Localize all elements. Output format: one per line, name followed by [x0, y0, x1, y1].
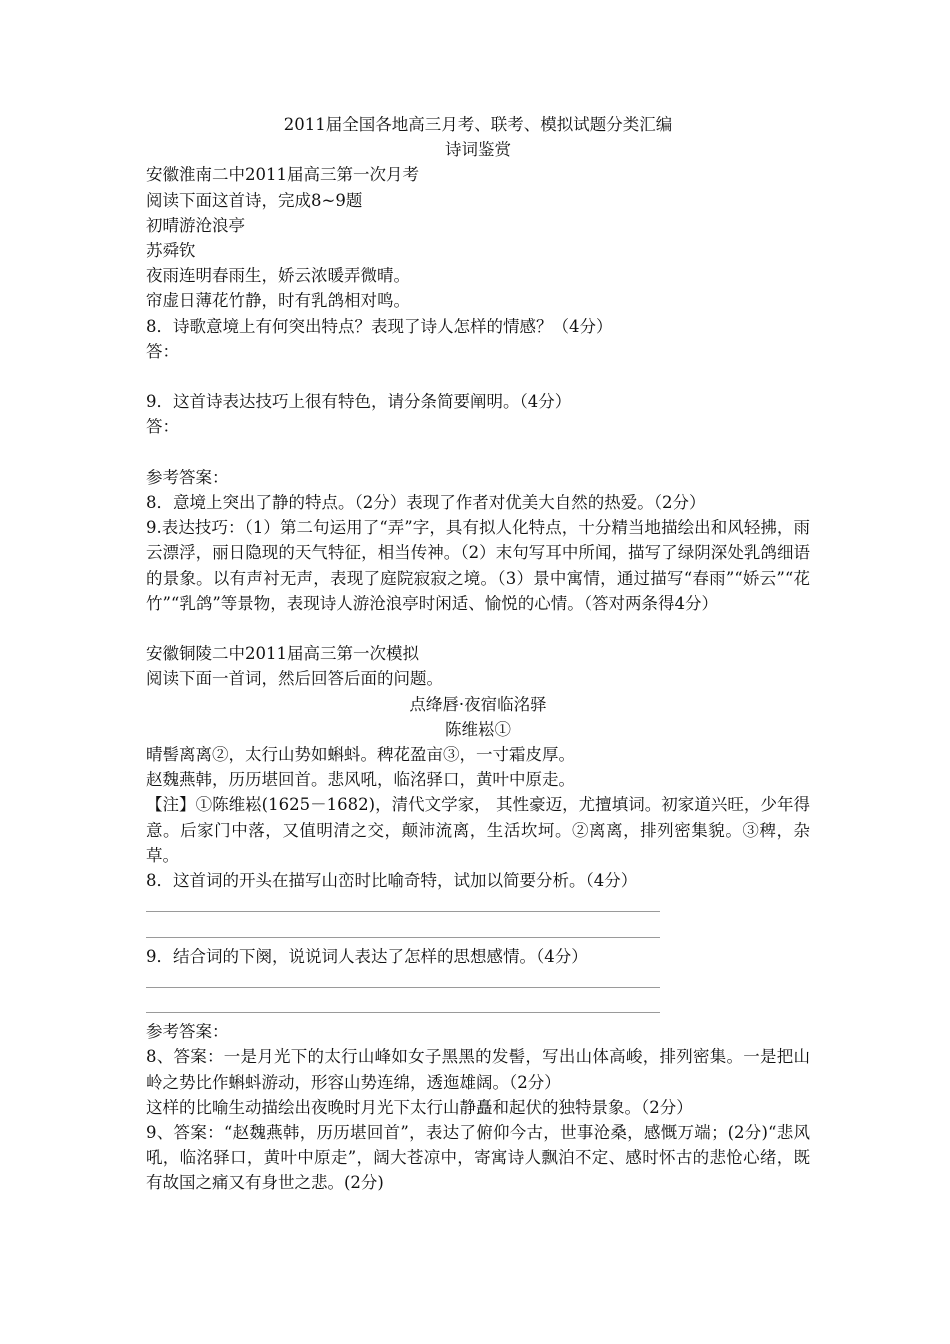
section1-source: 安徽淮南二中2011届高三第一次月考	[146, 165, 419, 185]
section2-answer-8: 8、答案：一是月光下的太行山峰如女子黑黑的发髻，写出山体高峻，排列密集。一是把山岭之势比作蝌蚪游动，形容山势连绵，透迤雄阔。（2分）	[146, 1047, 810, 1092]
section1-poem-line: 帘虚日薄花竹静，时有乳鸽相对鸣。	[146, 291, 410, 311]
section1-answer-8: 8．意境上突出了静的特点。（2分）表现了作者对优美大自然的热爱。（2分）	[146, 493, 706, 513]
section2-question-9: 9．结合词的下阕，说说词人表达了怎样的思想感情。（4分）	[146, 946, 588, 966]
section1-answer-9: 9.表达技巧：（1）第二句运用了“弄”字，具有拟人化特点，十分精当地描绘出和风轻拂，雨云漂浮，丽日隐现的天气特征，相当传神。（2）末句写耳中所闻，描写了绿阴深处乳鸽细语的景象。以有声衬无声，表现了庭院寂寂之境。（3）景中寓情，通过描写“春雨”“娇云”“花竹”“乳鸽”等景物，表现诗人游沧浪亭时闲适、愉悦的心情。（答对两条得4分）	[146, 518, 810, 613]
section1-answer-label-9: 答：	[146, 417, 179, 437]
section1-instruction: 阅读下面这首诗，完成8~9题	[146, 190, 363, 210]
spacer	[146, 440, 810, 465]
document-page	[146, 112, 810, 1196]
spacer	[146, 364, 810, 389]
document-title: 2011届全国各地高三月考、联考、模拟试题分类汇编	[283, 115, 673, 134]
answer-line	[146, 918, 810, 943]
section2-answer-9: 9、答案：“赵魏燕韩，历历堪回首”，表达了俯仰今古，世事沧桑，感慨万端；(2分)“悲风吼，临洺驿口，黄叶中原走”，阔大苍凉中，寄寓诗人飘泊不定、感时怀古的悲怆心绪，既有故国之痛又有身世之悲。(2分)	[146, 1123, 810, 1193]
spacer	[146, 616, 810, 641]
section1-question-8: 8．诗歌意境上有何突出特点？表现了诗人怎样的情感？（4分）	[146, 316, 613, 336]
section1-poem-line: 夜雨连明春雨生，娇云浓暖弄微晴。	[146, 266, 410, 286]
section2-question-8: 8．这首词的开头在描写山峦时比喻奇特，试加以简要分析。（4分）	[146, 871, 638, 891]
answer-line	[146, 994, 810, 1019]
section2-poem-line: 晴髻离离②，太行山势如蝌蚪。稗花盈亩③，一寸霜皮厚。	[146, 745, 575, 765]
section1-reference-label: 参考答案：	[146, 467, 229, 487]
section2-source: 安徽铜陵二中2011届高三第一次模拟	[146, 644, 419, 664]
section1-poem-title: 初晴游沧浪亭	[146, 215, 245, 235]
document-subtitle: 诗词鉴赏	[445, 140, 511, 160]
section2-instruction: 阅读下面一首词，然后回答后面的问题。	[146, 669, 443, 689]
answer-line	[146, 893, 810, 918]
section2-poem-title: 点绛唇·夜宿临洺驿	[409, 694, 547, 714]
section2-poem-line: 赵魏燕韩，历历堪回首。悲风吼，临洺驿口，黄叶中原走。	[146, 770, 575, 790]
section2-poem-author: 陈维崧①	[445, 719, 511, 739]
section2-note: 【注】①陈维崧(1625－1682)，清代文学家， 其性豪迈，尤擅填词。初家道兴旺，少年得意。后家门中落，又值明清之交，颠沛流离，生活坎坷。②离离，排列密集貌。③稗，杂草。	[146, 795, 810, 865]
section1-answer-label-8: 答：	[146, 341, 179, 361]
section1-poem-author: 苏舜钦	[146, 241, 196, 261]
section2-answer-8-continued: 这样的比喻生动描绘出夜晚时月光下太行山静矗和起伏的独特景象。（2分）	[146, 1097, 693, 1117]
section1-question-9: 9．这首诗表达技巧上很有特色，请分条简要阐明。（4分）	[146, 392, 572, 412]
section2-reference-label: 参考答案：	[146, 1022, 229, 1042]
answer-line	[146, 969, 810, 994]
